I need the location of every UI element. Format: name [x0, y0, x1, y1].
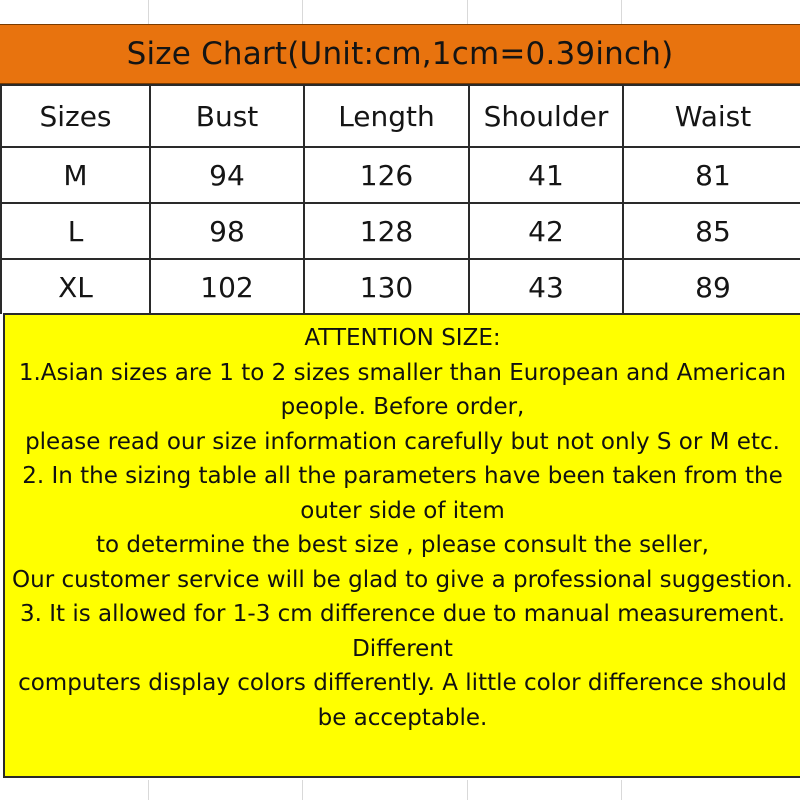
cell-bust: 102	[150, 259, 304, 314]
grid-divider	[467, 0, 468, 24]
table-row	[1, 147, 800, 203]
cell-shoulder: 41	[469, 147, 623, 203]
cell-bust: 94	[150, 147, 304, 203]
notice-line: to determine the best size , please consult the seller,	[96, 532, 709, 558]
grid-divider	[302, 0, 303, 24]
notice-line: Different	[352, 635, 453, 662]
notice-line: 1.Asian sizes are 1 to 2 sizes smaller than European and American	[18, 359, 787, 386]
cell-waist: 85	[623, 203, 800, 259]
cell-size: L	[1, 203, 150, 259]
notice-line: outer side of item	[300, 497, 505, 524]
grid-divider	[467, 780, 468, 800]
cell-length: 130	[304, 259, 469, 314]
spreadsheet-gridline-top	[0, 0, 800, 25]
grid-divider	[148, 0, 149, 24]
header-shoulder: Shoulder	[469, 85, 623, 147]
grid-divider	[302, 780, 303, 800]
notice-heading: ATTENTION SIZE:	[304, 325, 501, 351]
notice-line: be acceptable.	[317, 704, 488, 731]
header-sizes: Sizes	[1, 85, 150, 147]
notice-line: people. Before order,	[280, 394, 525, 420]
spreadsheet-gridline-bottom	[0, 780, 800, 800]
grid-divider	[148, 780, 149, 800]
table-row	[1, 203, 800, 259]
cell-size: M	[1, 147, 150, 203]
header-bust: Bust	[150, 85, 304, 147]
notice-line: 2. In the sizing table all the parameters have been taken from the	[22, 463, 783, 489]
notice-line: computers display colors differently. A little color difference should	[18, 670, 787, 696]
attention-size-notice	[3, 313, 800, 778]
grid-divider	[621, 780, 622, 800]
size-chart-title: Size Chart(Unit:cm,1cm=0.39inch)	[0, 24, 800, 84]
cell-waist: 89	[623, 259, 800, 314]
cell-shoulder: 42	[469, 203, 623, 259]
cell-size: XL	[1, 259, 150, 314]
cell-length: 128	[304, 203, 469, 259]
table-header-row	[1, 85, 800, 147]
notice-line: Our customer service will be glad to give a professional suggestion.	[12, 566, 793, 593]
header-waist: Waist	[623, 85, 800, 147]
cell-length: 126	[304, 147, 469, 203]
notice-line: please read our size information carefully but not only S or M etc.	[25, 428, 780, 455]
cell-waist: 81	[623, 147, 800, 203]
table-row	[1, 259, 800, 314]
header-length: Length	[304, 85, 469, 147]
cell-bust: 98	[150, 203, 304, 259]
size-table	[0, 84, 800, 314]
grid-divider	[621, 0, 622, 24]
notice-line: 3. It is allowed for 1-3 cm difference due to manual measurement.	[19, 601, 786, 627]
cell-shoulder: 43	[469, 259, 623, 314]
